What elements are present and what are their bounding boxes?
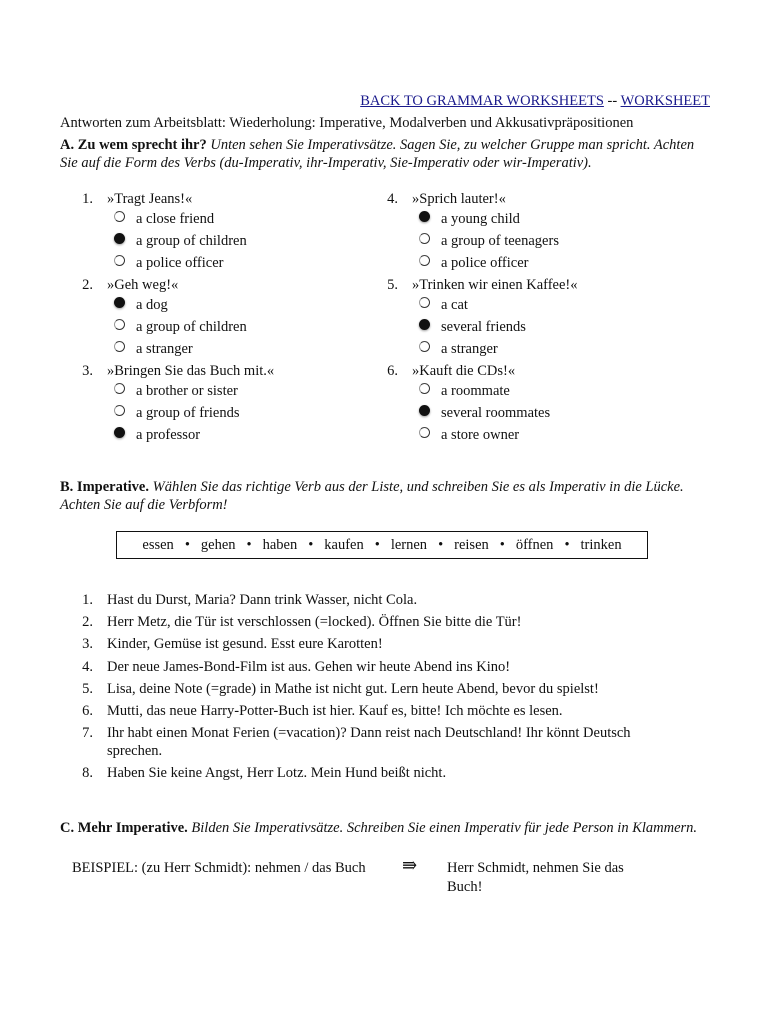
answer-option[interactable] (60, 316, 365, 338)
list-item (60, 680, 710, 698)
question-number: 5. (387, 276, 398, 293)
word-bank (116, 531, 648, 559)
answer-option-label: a police officer (136, 254, 224, 271)
example-answer: Herr Schmidt, nehmen Sie das Buch! (447, 860, 624, 895)
question-stem (365, 190, 670, 208)
bullet-separator: • (438, 537, 444, 554)
list-item-text: Kinder, Gemüse ist gesund. Esst eure Karotten! (107, 636, 383, 653)
list-item-text: Der neue James-Bond-Film ist aus. Gehen wir heute Abend ins Kino! (107, 658, 511, 675)
question-item (365, 276, 670, 360)
question-stem (60, 276, 365, 294)
list-item-text: Mutti, das neue Harry-Potter-Buch ist hier. Kauf es, bitte! Ich möchte es lesen. (107, 702, 563, 719)
answer-option[interactable] (60, 230, 365, 252)
list-item-number: 1. (82, 592, 93, 609)
answer-option[interactable] (365, 338, 670, 360)
question-item (365, 362, 670, 446)
answer-option-label: a group of children (136, 318, 247, 335)
radio-empty-icon[interactable] (114, 341, 125, 352)
radio-empty-icon[interactable] (419, 341, 430, 352)
radio-selected-icon[interactable] (114, 427, 125, 438)
word-bank-item: kaufen (324, 537, 364, 554)
question-item (365, 190, 670, 274)
radio-empty-icon[interactable] (419, 383, 430, 394)
bullet-separator: • (246, 537, 252, 554)
radio-selected-icon[interactable] (419, 405, 430, 416)
answer-option-label: a stranger (441, 340, 498, 357)
answer-option[interactable] (365, 424, 670, 446)
answer-option-label: several roommates (441, 404, 551, 421)
question-item (60, 190, 365, 274)
answer-option-label: a cat (441, 296, 468, 313)
answer-option[interactable] (365, 402, 670, 424)
worksheet-link[interactable]: WORKSHEET (620, 93, 710, 109)
radio-empty-icon[interactable] (419, 255, 430, 266)
answer-option[interactable] (365, 230, 670, 252)
question-stem (365, 276, 670, 294)
question-text: »Trinken wir einen Kaffee!« (412, 276, 578, 293)
section-c-instructions: Bilden Sie Imperativsätze. Schreiben Sie einen Imperativ für jede Person in Klammern. (191, 820, 698, 837)
list-item (60, 702, 710, 720)
question-number: 6. (387, 362, 398, 379)
list-item-text: Haben Sie keine Angst, Herr Lotz. Mein Hund beißt nicht. (107, 765, 447, 782)
question-text: »Kauft die CDs!« (412, 362, 516, 379)
list-item (60, 764, 710, 782)
bullet-separator: • (499, 537, 505, 554)
word-bank-item: gehen (200, 537, 236, 554)
answer-option-label: a close friend (136, 210, 215, 227)
radio-selected-icon[interactable] (114, 233, 125, 244)
list-item-number: 6. (82, 702, 93, 719)
radio-empty-icon[interactable] (114, 383, 125, 394)
list-item-text: Hast du Durst, Maria? Dann trink Wasser, nicht Cola. (107, 592, 418, 609)
answer-option[interactable] (60, 424, 365, 446)
answer-option[interactable] (60, 294, 365, 316)
bullet-separator: • (308, 537, 314, 554)
section-b-heading (60, 478, 710, 514)
list-item (60, 613, 710, 631)
answer-option[interactable] (60, 402, 365, 424)
list-item-text: Herr Metz, die Tür ist verschlossen (=locked). Öffnen Sie bitte die Tür! (107, 614, 522, 631)
question-number: 4. (387, 190, 398, 207)
list-item-number: 3. (82, 636, 93, 653)
list-item-number: 2. (82, 614, 93, 631)
list-item-text: Ihr habt einen Monat Ferien (=vacation)? Dann reist nach Deutschland! Ihr könnt Deutsch sprechen. (107, 724, 631, 759)
answer-option[interactable] (60, 338, 365, 360)
section-c-label: C. Mehr Imperative. (60, 820, 188, 837)
radio-empty-icon[interactable] (419, 427, 430, 438)
question-text: »Tragt Jeans!« (107, 190, 193, 207)
answer-option[interactable] (60, 252, 365, 274)
answer-option-label: a brother or sister (136, 382, 238, 399)
answer-option-label: a roommate (441, 382, 510, 399)
bullet-separator: • (184, 537, 190, 554)
question-text: »Bringen Sie das Buch mit.« (107, 362, 275, 379)
list-item (60, 591, 710, 609)
back-to-worksheets-link[interactable]: BACK TO GRAMMAR WORKSHEETS (360, 93, 604, 109)
question-item (60, 362, 365, 446)
word-bank-item: lernen (390, 537, 428, 554)
answer-option[interactable] (365, 380, 670, 402)
bullet-separator: • (374, 537, 380, 554)
radio-empty-icon[interactable] (114, 211, 125, 222)
answer-option-label: a police officer (441, 254, 529, 271)
question-stem (60, 362, 365, 380)
section-a-questions (60, 190, 710, 448)
question-number: 2. (82, 276, 93, 293)
worksheet-subtitle: Antworten zum Arbeitsblatt: Wiederholung: Imperative, Modalverben und Akkusativpräpositionen (60, 115, 634, 132)
answer-option[interactable] (60, 208, 365, 230)
word-bank-item: haben (262, 537, 298, 554)
example-row (60, 855, 710, 895)
section-b-list (60, 591, 710, 782)
question-column-left (60, 190, 365, 448)
radio-empty-icon[interactable] (419, 233, 430, 244)
radio-empty-icon[interactable] (419, 297, 430, 308)
word-bank-item: trinken (580, 537, 622, 554)
question-column-right (365, 190, 670, 448)
example-prompt: BEISPIEL: (zu Herr Schmidt): nehmen / das Buch (72, 860, 366, 877)
answer-option[interactable] (365, 208, 670, 230)
nav-line (60, 92, 710, 110)
list-item-text: Lisa, deine Note (=grade) in Mathe ist nicht gut. Lern heute Abend, bevor du spielst! (107, 680, 599, 697)
answer-option[interactable] (365, 316, 670, 338)
question-item (60, 276, 365, 360)
answer-option-label: a professor (136, 426, 201, 443)
list-item (60, 658, 710, 676)
question-number: 3. (82, 362, 93, 379)
list-item (60, 635, 710, 653)
word-bank-item: essen (142, 537, 174, 554)
answer-option-label: a young child (441, 210, 520, 227)
worksheet-page (60, 92, 710, 896)
section-b-instructions: Wählen Sie das richtige Verb aus der Liste, und schreiben Sie es als Imperativ in die Lücke. Achten Sie auf die Verbform! (60, 478, 684, 513)
word-bank-item: reisen (454, 537, 489, 554)
answer-option-label: a group of friends (136, 404, 240, 421)
bullet-separator: • (564, 537, 570, 554)
question-text: »Sprich lauter!« (412, 190, 506, 207)
nav-separator: -- (607, 93, 618, 109)
list-item-number: 4. (82, 658, 93, 675)
radio-empty-icon[interactable] (114, 255, 125, 266)
radio-empty-icon[interactable] (114, 405, 125, 416)
question-text: »Geh weg!« (107, 276, 179, 293)
section-b-label: B. Imperative. (60, 478, 149, 495)
answer-option[interactable] (365, 252, 670, 274)
section-a-instructions: Unten sehen Sie Imperativsätze. Sagen Sie, zu welcher Gruppe man spricht. Achten Sie auf die Form des Verbs (du-Imperativ, ihr-Imperativ, Sie-Imperativ oder wir-Imperativ). (60, 137, 695, 172)
list-item-number: 5. (82, 680, 93, 697)
answer-option-label: a group of teenagers (441, 232, 559, 249)
radio-empty-icon[interactable] (114, 319, 125, 330)
answer-option[interactable] (60, 380, 365, 402)
arrow-icon: ⇛ (402, 855, 418, 876)
answer-option-label: a stranger (136, 340, 193, 357)
answer-option-label: a store owner (441, 426, 520, 443)
question-stem (365, 362, 670, 380)
radio-selected-icon[interactable] (114, 297, 125, 308)
list-item-number: 7. (82, 724, 93, 741)
answer-option-label: several friends (441, 318, 526, 335)
list-item-number: 8. (82, 765, 93, 782)
radio-selected-icon[interactable] (419, 211, 430, 222)
radio-selected-icon[interactable] (419, 319, 430, 330)
question-stem (60, 190, 365, 208)
section-c-heading (60, 819, 710, 837)
section-a-heading (60, 136, 710, 172)
list-item (60, 724, 710, 760)
answer-option-label: a dog (136, 296, 168, 313)
answer-option[interactable] (365, 294, 670, 316)
question-number: 1. (82, 190, 93, 207)
answer-option-label: a group of children (136, 232, 247, 249)
section-a-label: A. Zu wem sprecht ihr? (60, 137, 207, 154)
word-bank-item: öffnen (515, 537, 554, 554)
